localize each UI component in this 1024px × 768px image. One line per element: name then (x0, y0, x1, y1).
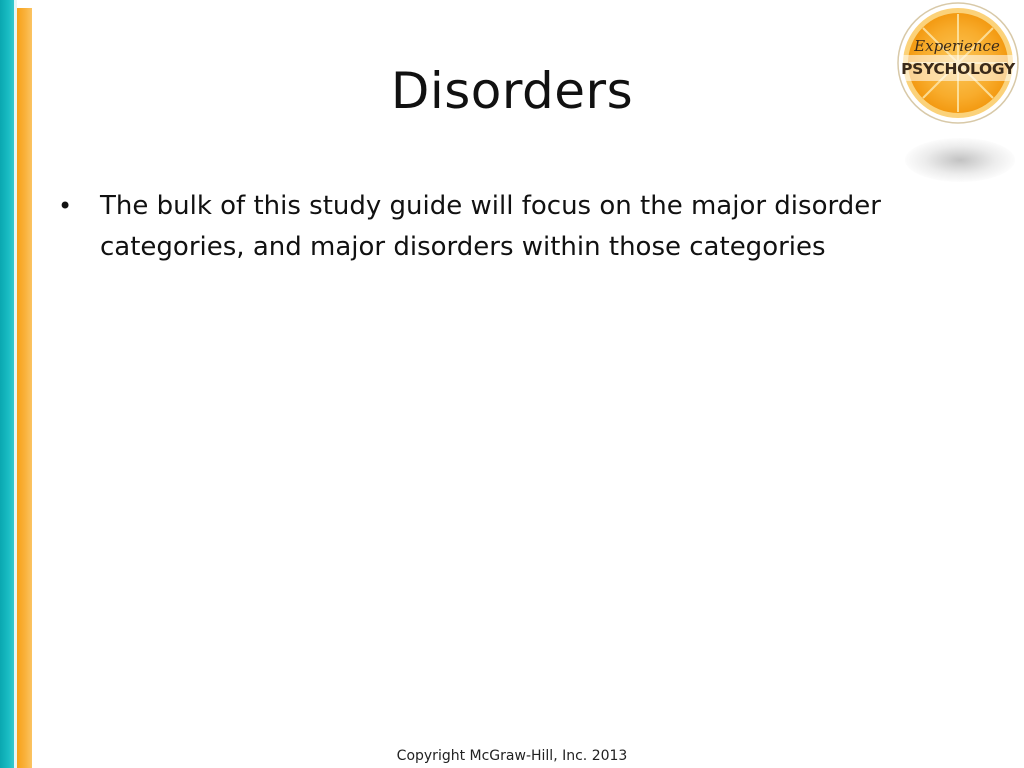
left-orange-stripe (17, 8, 32, 768)
bullet-text: The bulk of this study guide will focus on the major disorder categories, and major disorders within those categories (100, 191, 881, 262)
bullet-item (58, 186, 958, 268)
bullet-marker: • (58, 192, 73, 220)
logo-script-text: Experience (914, 37, 1000, 55)
experience-psychology-logo (895, 1, 1021, 125)
slide-title: Disorders (390, 62, 634, 120)
copyright-footer: Copyright McGraw-Hill, Inc. 2013 (396, 748, 628, 764)
orange-slice-logo-icon (895, 1, 1021, 125)
logo-shadow (905, 138, 1015, 182)
stripe-top-cut (17, 0, 32, 8)
bullet-list (58, 186, 958, 268)
logo-main-text: PSYCHOLOGY (901, 60, 1015, 78)
